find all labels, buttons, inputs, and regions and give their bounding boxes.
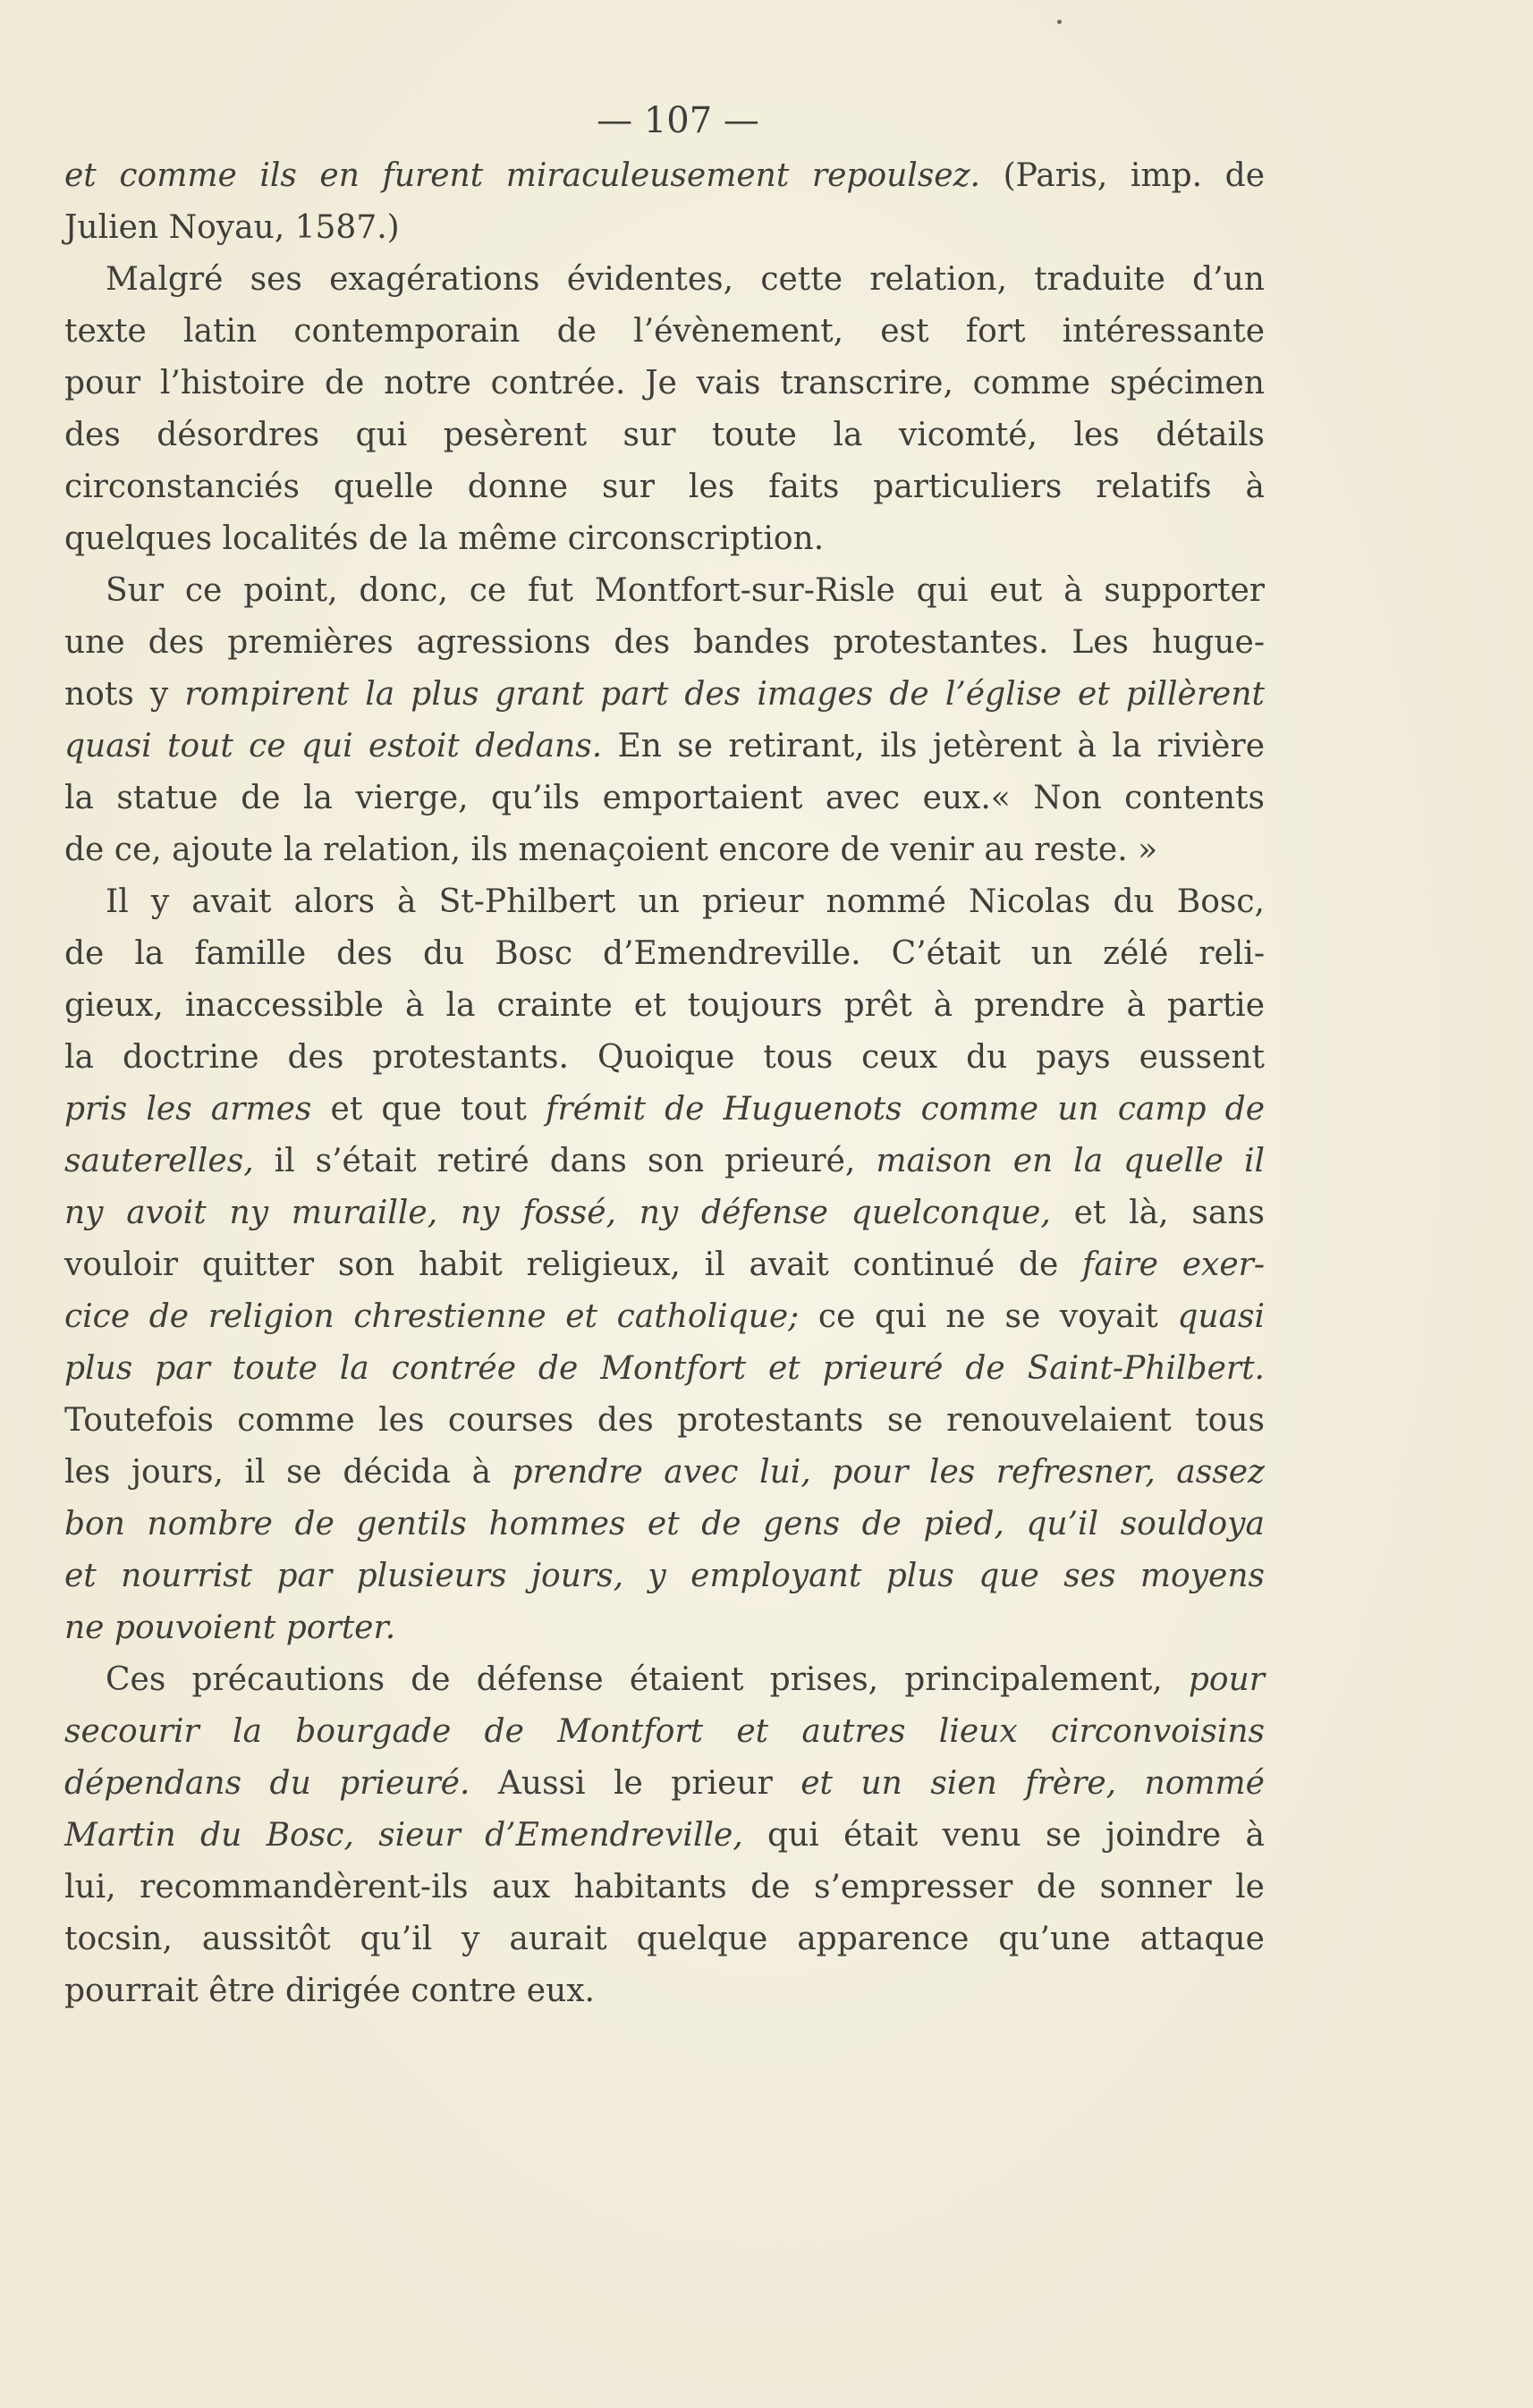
- italic-quote: plus par toute la contrée de Montfort et prieuré de Saint-Philbert.: [64, 1350, 1265, 1387]
- text-line: [64, 1550, 1265, 1602]
- text-run: tocsin, aussitôt qu’il y aurait quelque apparence qu’une attaque: [64, 1921, 1265, 1957]
- italic-quote: frémit de Huguenots comme un camp de: [546, 1091, 1265, 1128]
- italic-quote: secourir la bourgade de Montfort et autres lieux circonvoisins: [64, 1713, 1265, 1750]
- text-run: quelques localités de la même circonscription.: [64, 520, 825, 557]
- text-line: [64, 1032, 1265, 1084]
- text-line: [64, 824, 1265, 876]
- text-line: [64, 1706, 1265, 1758]
- text-run: En se retirant, ils jetèrent à la rivière: [602, 728, 1266, 765]
- text-line: [64, 928, 1265, 980]
- text-line: [64, 1965, 1265, 2017]
- italic-quote: dépendans du prieuré.: [64, 1765, 470, 1802]
- text-run: il s’était retiré dans son prieuré,: [253, 1143, 877, 1179]
- text-line: [64, 202, 1265, 254]
- text-run: vouloir quitter son habit religieux, il avait continué de: [64, 1246, 1083, 1283]
- italic-quote: faire exer-: [1082, 1246, 1266, 1283]
- text-line: [64, 1084, 1265, 1136]
- page-text: [64, 95, 1265, 2017]
- text-line: [64, 617, 1265, 669]
- text-line: [64, 1291, 1265, 1343]
- text-line: [64, 410, 1265, 461]
- text-line: [64, 721, 1265, 773]
- paragraph-lines: [64, 150, 1265, 2017]
- text-run: la statue de la vierge, qu’ils emportaient avec eux.« Non contents: [64, 780, 1265, 816]
- italic-quote: bon nombre de gentils hommes et de gens de pied, qu’il souldoya: [64, 1506, 1265, 1542]
- italic-quote: quasi tout ce qui estoit dedans.: [64, 728, 603, 765]
- text-line: [64, 1758, 1265, 1810]
- text-run: et là, sans: [1050, 1195, 1265, 1231]
- text-run: (Paris, imp. de: [980, 157, 1265, 194]
- text-run: Ces précautions de défense étaient prises, principalement,: [106, 1661, 1189, 1698]
- text-run: des désordres qui pesèrent sur toute la vicomté, les détails: [64, 417, 1265, 453]
- text-line: [64, 1187, 1265, 1239]
- italic-quote: et un sien frère, nommé: [800, 1765, 1265, 1802]
- text-line: [64, 1862, 1265, 1914]
- text-run: Il y avait alors à St-Philbert un prieur nommé Nicolas du Bosc,: [106, 883, 1265, 920]
- text-line: [64, 669, 1265, 721]
- text-line: [64, 306, 1265, 358]
- italic-quote: pris les armes: [64, 1091, 312, 1128]
- text-run: de ce, ajoute la relation, ils menaçoient encore de venir au reste. »: [64, 832, 1158, 868]
- text-line: [64, 1395, 1265, 1447]
- italic-quote: prendre avec lui, pour les refresner, assez: [512, 1454, 1265, 1491]
- text-line: [64, 1914, 1265, 1965]
- text-line: [64, 358, 1265, 410]
- text-line: [64, 1810, 1265, 1862]
- text-run: Sur ce point, donc, ce fut Montfort-sur-Risle qui eut à supporter: [106, 572, 1265, 609]
- text-line: [64, 461, 1265, 513]
- text-line: [64, 1499, 1265, 1550]
- italic-quote: quasi: [1177, 1298, 1265, 1335]
- ink-speck: [1057, 20, 1062, 24]
- text-run: Malgré ses exagérations évidentes, cette relation, traduite d’un: [106, 261, 1265, 298]
- text-run: ce qui ne se voyait: [799, 1298, 1178, 1335]
- text-run: pour l’histoire de notre contrée. Je vais transcrire, comme spécimen: [64, 365, 1265, 401]
- text-line: [64, 1447, 1265, 1499]
- text-run: et que tout: [311, 1091, 546, 1128]
- text-line: [64, 1654, 1265, 1706]
- text-line: [64, 876, 1265, 928]
- italic-quote: ne pouvoient porter.: [64, 1610, 396, 1646]
- text-line: [64, 254, 1265, 306]
- text-line: [64, 980, 1265, 1032]
- text-line: [64, 513, 1265, 565]
- italic-quote: maison en la quelle il: [876, 1143, 1265, 1179]
- text-run: lui, recommandèrent-ils aux habitants de s’empresser de sonner le: [64, 1869, 1265, 1905]
- text-run: nots y: [64, 676, 185, 713]
- text-run: pourrait être dirigée contre eux.: [64, 1973, 595, 2009]
- italic-quote: cice de religion chrestienne et catholique;: [64, 1298, 800, 1335]
- text-run: texte latin contemporain de l’évènement, est fort intéressante: [64, 313, 1265, 350]
- text-line: [64, 1136, 1265, 1187]
- italic-quote: et nourrist par plusieurs jours, y employant plus que ses moyens: [64, 1558, 1265, 1594]
- text-run: Toutefois comme les courses des protestants se renouvelaient tous: [64, 1402, 1265, 1439]
- text-run: qui était venu se joindre à: [742, 1817, 1265, 1854]
- italic-quote: Martin du Bosc, sieur d’Emendreville,: [64, 1817, 743, 1854]
- text-line: [64, 150, 1265, 202]
- text-line: [64, 1239, 1265, 1291]
- italic-quote: rompirent la plus grant part des images de l’église et pillèrent: [184, 676, 1265, 713]
- text-run: Julien Noyau, 1587.): [64, 209, 400, 246]
- italic-quote: ny avoit ny muraille, ny fossé, ny défense quelconque,: [64, 1195, 1051, 1231]
- italic-quote: pour: [1188, 1661, 1265, 1698]
- italic-quote: sauterelles,: [64, 1143, 254, 1179]
- text-run: la doctrine des protestants. Quoique tous ceux du pays eussent: [64, 1039, 1265, 1076]
- text-line: [64, 565, 1265, 617]
- text-line: [64, 773, 1265, 824]
- text-run: de la famille des du Bosc d’Emendreville. C’était un zélé reli-: [64, 935, 1265, 972]
- text-run: Aussi le prieur: [470, 1765, 801, 1802]
- italic-quote: et comme ils en furent miraculeusement repoulsez.: [64, 157, 981, 194]
- text-run: les jours, il se décida à: [64, 1454, 512, 1491]
- text-line: [64, 1602, 1265, 1654]
- text-run: une des premières agressions des bandes protestantes. Les hugue-: [64, 624, 1265, 661]
- text-run: circonstanciés quelle donne sur les faits particuliers relatifs à: [64, 469, 1265, 505]
- text-line: [64, 1343, 1265, 1395]
- text-run: gieux, inaccessible à la crainte et toujours prêt à prendre à partie: [64, 987, 1265, 1024]
- page-number: — 107 —: [597, 100, 759, 141]
